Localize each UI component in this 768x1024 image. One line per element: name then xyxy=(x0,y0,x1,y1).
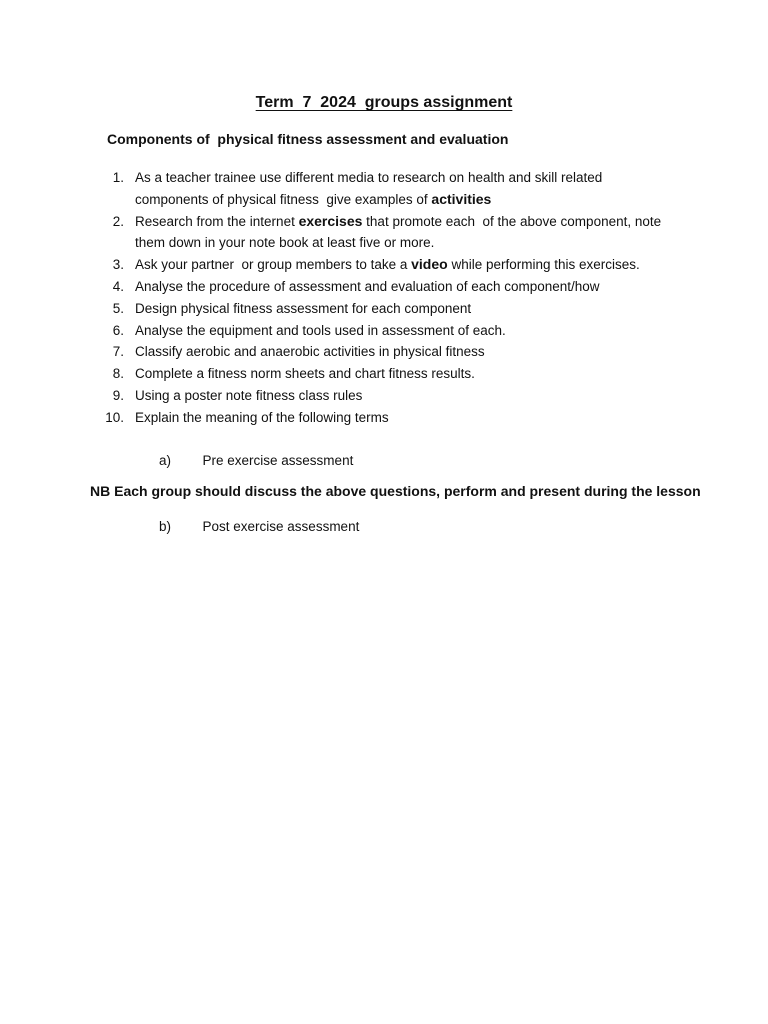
list-text: Ask your partner or group members to take a xyxy=(135,257,412,273)
list-number: 2. xyxy=(112,213,124,229)
sub-item-letter: b) xyxy=(158,518,171,534)
list-text: components of physical fitness give examples of xyxy=(135,191,432,207)
list-item-8 xyxy=(0,363,768,385)
list-item-2 xyxy=(0,211,768,255)
list-text: them down in your note book at least five or more. xyxy=(135,235,435,251)
list-number: 3. xyxy=(112,257,124,273)
list-item-1 xyxy=(0,167,768,211)
list-number: 9. xyxy=(112,387,124,403)
list-text: Using a poster note fitness class rules xyxy=(135,387,363,403)
list-number: 1. xyxy=(112,170,124,185)
list-item-7 xyxy=(0,341,768,363)
sub-item-text: Pre exercise assessment xyxy=(202,453,354,469)
list-item-9 xyxy=(0,385,768,407)
section-heading: Components of physical fitness assessment and evaluation xyxy=(107,131,509,147)
list-item-6 xyxy=(0,320,768,342)
page-title: Term 7 2024 groups assignment xyxy=(255,94,513,111)
list-text: Classify aerobic and anaerobic activities in physical fitness xyxy=(135,344,485,360)
list-item-10 xyxy=(0,407,768,429)
sub-item-b xyxy=(0,494,768,559)
list-text: Research from the internet xyxy=(135,213,299,229)
list-text-line xyxy=(135,211,680,233)
sub-item-text: Post exercise assessment xyxy=(202,518,360,534)
list-text: Design physical fitness assessment for each component xyxy=(135,300,472,316)
note-text: NB Each group should discuss the above questions, perform and present during the lesson xyxy=(90,483,701,499)
sub-item-letter: a) xyxy=(158,453,171,469)
list-number: 7. xyxy=(112,344,124,360)
list-text-line xyxy=(135,254,680,276)
list-text: that promote each of the above component, note xyxy=(362,213,662,229)
list-text: Analyse the equipment and tools used in assessment of each. xyxy=(135,322,506,338)
list-item-3 xyxy=(0,254,768,276)
list-item-4 xyxy=(0,276,768,298)
list-text: Complete a fitness norm sheets and chart fitness results. xyxy=(135,366,475,382)
emphasis-text: activities xyxy=(431,190,492,207)
list-number: 5. xyxy=(112,300,124,316)
list-number: 10. xyxy=(105,409,124,425)
list-text: As a teacher trainee use different media to research on health and skill related xyxy=(135,170,603,185)
emphasis-text: video xyxy=(411,256,448,273)
list-text: while performing this exercises. xyxy=(447,257,640,273)
assignment-list xyxy=(0,167,768,559)
emphasis-text: exercises xyxy=(298,212,363,229)
list-text: Analyse the procedure of assessment and evaluation of each component/how xyxy=(135,278,600,294)
list-item-5 xyxy=(0,298,768,320)
list-number: 6. xyxy=(112,322,124,338)
list-text: Explain the meaning of the following terms xyxy=(135,409,389,425)
list-text-line xyxy=(135,189,680,211)
list-number: 8. xyxy=(112,366,124,382)
list-number: 4. xyxy=(112,278,124,294)
